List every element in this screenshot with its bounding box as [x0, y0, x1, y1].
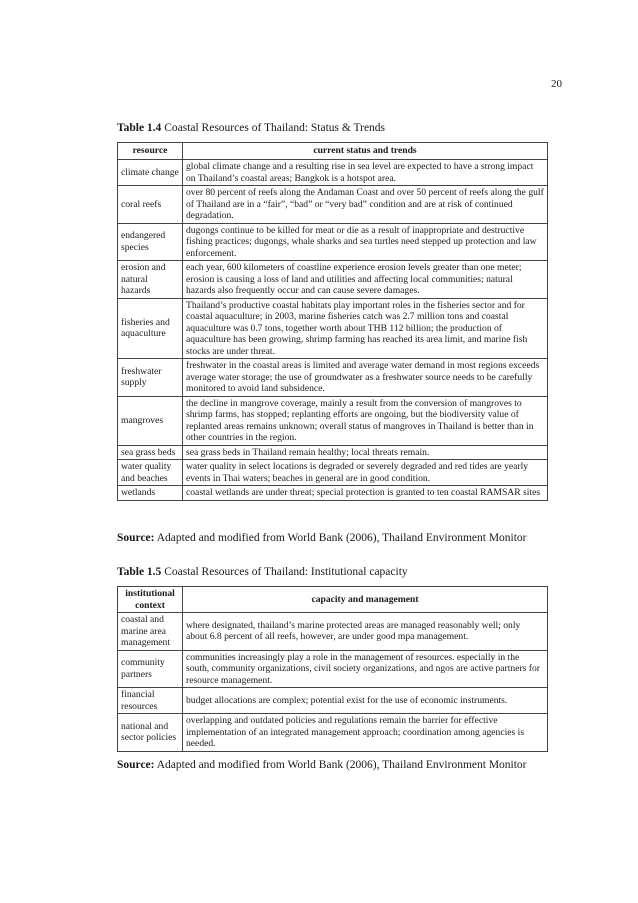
- table-row: [118, 445, 548, 460]
- table-row: [118, 186, 548, 224]
- row-label: financial resources: [118, 688, 183, 714]
- row-label: fisheries and aquaculture: [118, 298, 183, 359]
- row-text: where designated, thailand’s marine protected areas are managed reasonably well; only about 6.8 percent of all reefs, however, are under good mpa management.: [183, 613, 548, 651]
- row-label: endangered species: [118, 223, 183, 261]
- table-1-5: [117, 586, 548, 752]
- row-text: sea grass beds in Thailand remain healthy; local threats remain.: [183, 445, 548, 460]
- row-text: over 80 percent of reefs along the Andaman Coast and over 50 percent of reefs along the gulf of Thailand are in a “fair”, “bad” or “very bad” condition and are at risk of continued degradation.: [183, 186, 548, 224]
- row-text: coastal wetlands are under threat; special protection is granted to ten coastal RAMSAR sites: [183, 486, 548, 501]
- table-row: [118, 396, 548, 445]
- row-label: mangroves: [118, 396, 183, 445]
- table-row: [118, 650, 548, 688]
- table-row: [118, 613, 548, 651]
- table-1-5-caption: [117, 566, 408, 578]
- table-header-row: [118, 143, 548, 160]
- row-text: Thailand’s productive coastal habitats play important roles in the fisheries sector and for coastal aquaculture; in 2003, marine fisheries catch was 2.7 million tons and coastal aquaculture was 0.7 tons, together worth about THB 112 billion; the production of aquaculture has been growing, shrimp farming has reached its area limit, and marine fish stocks are under threat.: [183, 298, 548, 359]
- row-label: sea grass beds: [118, 445, 183, 460]
- table-1-4: [117, 142, 548, 501]
- table-1-5-caption-label: Table 1.5: [117, 566, 162, 578]
- table-1-4-caption: [117, 122, 385, 134]
- row-text: the decline in mangrove coverage, mainly a result from the conversion of mangroves to shrimp farms, has stopped; replanting efforts are ongoing, but the biodiversity value of replanted areas remains unknown; overall status of mangroves in Thailand is better than in other countries in the region.: [183, 396, 548, 445]
- row-text: each year, 600 kilometers of coastline experience erosion levels greater than one meter; erosion is causing a loss of land and utilities and affecting local communities; natural hazards also frequently occur and can cause severe damages.: [183, 261, 548, 299]
- table-row: [118, 160, 548, 186]
- table-1-5-source: [117, 759, 527, 771]
- header-resource: resource: [118, 143, 183, 160]
- table-row: [118, 223, 548, 261]
- table-row: [118, 714, 548, 752]
- row-text: water quality in select locations is degraded or severely degraded and red tides are yearly events in Thai waters; beaches in general are in good condition.: [183, 460, 548, 486]
- row-text: budget allocations are complex; potential exist for the use of economic instruments.: [183, 688, 548, 714]
- table-1-5-source-text: Adapted and modified from World Bank (2006), Thailand Environment Monitor: [156, 759, 527, 771]
- row-label: wetlands: [118, 486, 183, 501]
- header-current-status: current status and trends: [183, 143, 548, 160]
- table-1-5-caption-text: Coastal Resources of Thailand: Institutional capacity: [164, 566, 408, 578]
- row-text: dugongs continue to be killed for meat or die as a result of inappropriate and destructive fishing practices; dugongs, whale sharks and sea turtles need stepped up protection and law enforcement.: [183, 223, 548, 261]
- table-row: [118, 261, 548, 299]
- row-label: climate change: [118, 160, 183, 186]
- row-label: coral reefs: [118, 186, 183, 224]
- table-row: [118, 460, 548, 486]
- header-capacity-management: capacity and management: [183, 587, 548, 613]
- table-row: [118, 298, 548, 359]
- row-text: communities increasingly play a role in the management of resources. especially in the south, community organizations, civil society organizations, and ngos are active partners for resource management.: [183, 650, 548, 688]
- row-text: overlapping and outdated policies and regulations remain the barrier for effective implementation of an integrated management approach; coordination among agencies is needed.: [183, 714, 548, 752]
- table-1-4-source-label: Source:: [117, 532, 155, 544]
- table-row: [118, 486, 548, 501]
- row-text: global climate change and a resulting rise in sea level are expected to have a strong impact on Thailand’s coastal areas; Bangkok is a hotspot area.: [183, 160, 548, 186]
- row-label: coastal and marine area management: [118, 613, 183, 651]
- row-text: freshwater in the coastal areas is limited and average water demand in most regions exceeds average water storage; the use of groundwater as a freshwater source needs to be carefully monitored to avoid land subsidence.: [183, 359, 548, 397]
- page-number: 20: [551, 78, 562, 90]
- table-1-4-source-text: Adapted and modified from World Bank (2006), Thailand Environment Monitor: [156, 532, 527, 544]
- table-1-4-source: [117, 532, 527, 544]
- table-1-4-caption-label: Table 1.4: [117, 122, 162, 134]
- table-1-4-caption-text: Coastal Resources of Thailand: Status & Trends: [164, 122, 386, 134]
- row-label: erosion and natural hazards: [118, 261, 183, 299]
- row-label: national and sector policies: [118, 714, 183, 752]
- table-row: [118, 359, 548, 397]
- table-header-row: [118, 587, 548, 613]
- header-institutional-context: institutional context: [118, 587, 183, 613]
- row-label: water quality and beaches: [118, 460, 183, 486]
- row-label: freshwater supply: [118, 359, 183, 397]
- table-row: [118, 688, 548, 714]
- row-label: community partners: [118, 650, 183, 688]
- table-1-5-source-label: Source:: [117, 759, 155, 771]
